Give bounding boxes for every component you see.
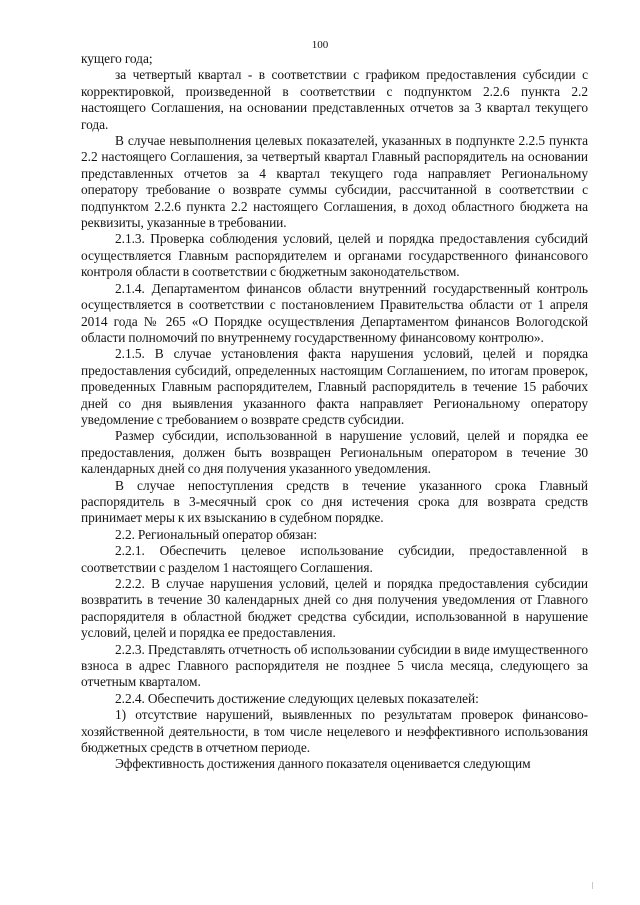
paragraph-2-2-3: 2.2.3. Представлять отчетность об использовании субсидии в виде имущественного взноса в адрес Главного распорядителя не позднее 5 числа месяца, следующего за отчетным кварталом. [81,641,588,690]
paragraph-2-1-4: 2.1.4. Департаментом финансов области внутренний государственный контроль осуществляется в соответствии с постановлением Правительства области от 1 апреля 2014 года № 265 «О Порядке осуществления Департаментом финансов Вологодской области полномочий по внутреннему государственному финансовому контролю». [81,280,588,345]
paragraph-continuation: кущего года; [81,51,153,66]
paragraph-fourth-quarter: за четвертый квартал - в соответствии с графиком предоставления субсидии с корректировкой, произведенной в соответствии с подпунктом 2.2.6 пункта 2.2 настоящего Соглашения, на основании представленных отчетов за 3 квартал текущего года. [81,67,588,132]
paragraph-2-2-2: 2.2.2. В случае нарушения условий, целей и порядка предоставления субсидии возвратить в течение 30 календарных дней со дня получения уведомления от Главного распорядителя в областной бюджет средства субсидии, использованной в нарушение условий, целей и порядка ее предоставления. [81,576,588,641]
paragraph-2-2-4: 2.2.4. Обеспечить достижение следующих целевых показателей: [115,690,479,706]
paragraph-subsidy-amount: Размер субсидии, использованной в нарушение условий, целей и порядка ее предоставления, должен быть возвращен Региональным оператором в течение 30 календарных дней со дня получения указанного уведомления. [81,428,588,477]
paragraph-non-receipt: В случае непоступления средств в течение указанного срока Главный распорядитель в 3-месячный срок со дня истечения срока для возврата средств принимает меры к их взысканию в судебном порядке. [81,477,588,526]
scan-edge-mark [592,882,593,889]
paragraph-2-2: 2.2. Региональный оператор обязан: [115,526,318,542]
paragraph-target-failure: В случае невыполнения целевых показателей, указанных в подпункте 2.2.5 пункта 2.2 настоящего Соглашения, за четвертый квартал Главный распорядитель на основании представленных отчетов за 4 квартал текущего года направляет Региональному оператору требование о возврате суммы субсидии, рассчитанной в соответствии с подпунктом 2.2.6 пункта 2.2 настоящего Соглашения, в доход областного бюджета на реквизиты, указанные в требовании. [81,133,588,231]
paragraph-2-1-5: 2.1.5. В случае установления факта нарушения условий, целей и порядка предоставления субсидий, определенных настоящим Соглашением, по итогам проверок, проведенных Главным распорядителем, Главный распорядитель в течение 15 рабочих дней со дня выявления указанного факта направляет Региональному оператору уведомление с требованием о возврате средств субсидии. [81,346,588,427]
document-body [81,51,588,773]
paragraph-efficiency: Эффективность достижения данного показателя оценивается следующим [115,756,531,772]
paragraph-indicator-1: 1) отсутствие нарушений, выявленных по результатам проверок финансово-хозяйственной деятельности, в том числе нецелевого и неэффективного использования бюджетных средств в отчетном периоде. [81,707,588,756]
paragraph-2-1-3: 2.1.3. Проверка соблюдения условий, целей и порядка предоставления субсидий осуществляется Главным распорядителем и органами государственного финансового контроля области в соответствии с бюджетным законодательством. [81,231,588,280]
paragraph-2-2-1: 2.2.1. Обеспечить целевое использование субсидии, предоставленной в соответствии с разделом 1 настоящего Соглашения. [81,543,588,575]
page-number: 100 [311,39,329,51]
